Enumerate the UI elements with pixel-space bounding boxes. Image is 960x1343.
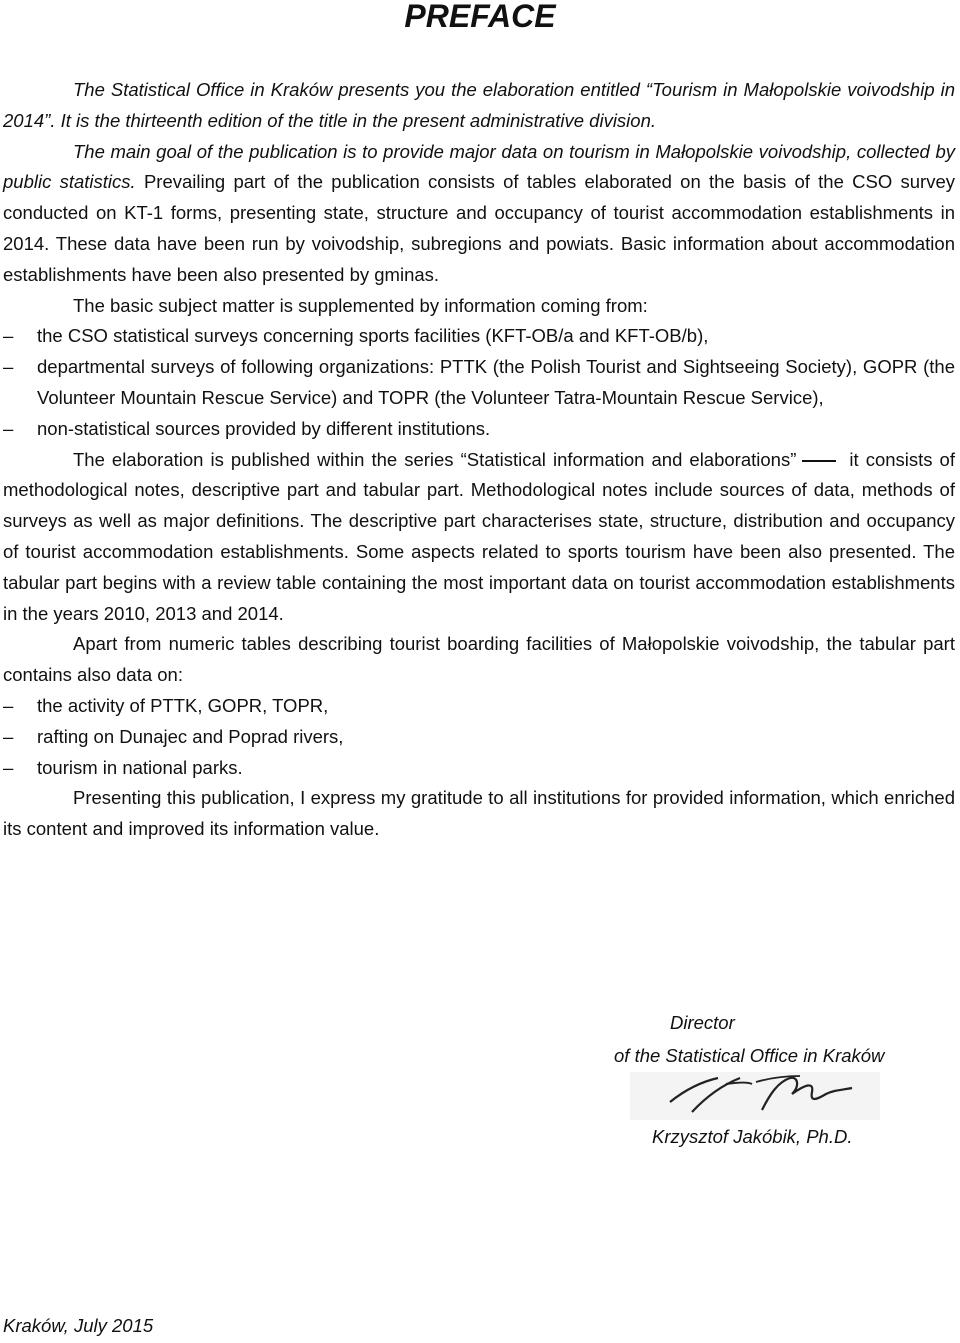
- dash-marker: –: [3, 694, 14, 716]
- paragraph-tabular: Apart from numeric tables describing tourist boarding facilities of Małopolskie voivodship, the tabular part contains also data on:: [3, 633, 955, 686]
- list-item: – departmental surveys of following organizations: PTTK (the Polish Tourist and Sightseeing Society), GOPR (the Volunteer Mountain Rescue Service) and TOPR (the Volunteer Tatra-Mountain Rescue Service),: [3, 352, 955, 414]
- list-item: – the activity of PTTK, GOPR, TOPR,: [3, 691, 955, 722]
- paragraph-series: The elaboration is published within the series “Statistical information and elaborations” it consists of methodological notes, descriptive part and tabular part. Methodological notes include sources of data, methods of surveys as well as major definitions. The descriptive part characterises state, structure, distribution and occupancy of tourist accommodation establishments. Some aspects related to sports tourism have been also presented. The tabular part begins with a review table containing the most important data on tourist accommodation establishments in the years 2010, 2013 and 2014.: [3, 448, 955, 624]
- dash-marker: –: [3, 325, 14, 347]
- signature-drawing: [630, 1072, 880, 1120]
- signatory-office: of the Statistical Office in Kraków: [614, 1045, 885, 1066]
- list-item: – rafting on Dunajec and Poprad rivers,: [3, 722, 955, 753]
- goal-rest: Prevailing part of the publication consists of tables elaborated on the basis of the CSO survey conducted on KT-1 forms, presenting state, structure and occupancy of tourist accommodation establishments in 2014. These data have been run by voivodship, subregions and powiats. Basic information about accommodation establishments have been also presented by gminas.: [3, 171, 956, 285]
- list-item: – non-statistical sources provided by different institutions.: [3, 414, 955, 445]
- signature-block: [600, 1006, 920, 1153]
- em-dash-rule: [802, 460, 836, 462]
- page-title: PREFACE: [404, 0, 556, 34]
- signatory-name: Krzysztof Jakóbik, Ph.D.: [652, 1126, 853, 1147]
- paragraph-supplement: The basic subject matter is supplemented by information coming from:: [73, 294, 648, 316]
- signatory-role: Director: [670, 1012, 735, 1033]
- paragraph-goal: [3, 137, 955, 291]
- paragraph-intro: The Statistical Office in Kraków presents you the elaboration entitled “Tourism in Małopolskie voivodship in 2014”. It is the thirteenth edition of the title in the present administrative division.: [3, 79, 955, 131]
- list-item: – tourism in national parks.: [3, 753, 955, 784]
- handwritten-signature: [630, 1072, 880, 1120]
- sources-list: [3, 321, 955, 444]
- preface-body: [3, 75, 955, 845]
- paragraph-gratitude: Presenting this publication, I express my gratitude to all institutions for provided information, which enriched its content and improved its information value.: [3, 787, 955, 840]
- place-and-date: Kraków, July 2015: [3, 1315, 154, 1336]
- dash-marker: –: [3, 756, 14, 778]
- data-list: [3, 691, 955, 783]
- dash-marker: –: [3, 417, 14, 439]
- goal-sentence: The main goal of the publication is to provide major data on tourism in Małopolskie voivodship, collected by public statistics.: [3, 140, 955, 193]
- dash-marker: –: [3, 356, 14, 378]
- list-item: – the CSO statistical surveys concerning sports facilities (KFT-OB/a and KFT-OB/b),: [3, 321, 955, 352]
- dash-marker: –: [3, 725, 14, 747]
